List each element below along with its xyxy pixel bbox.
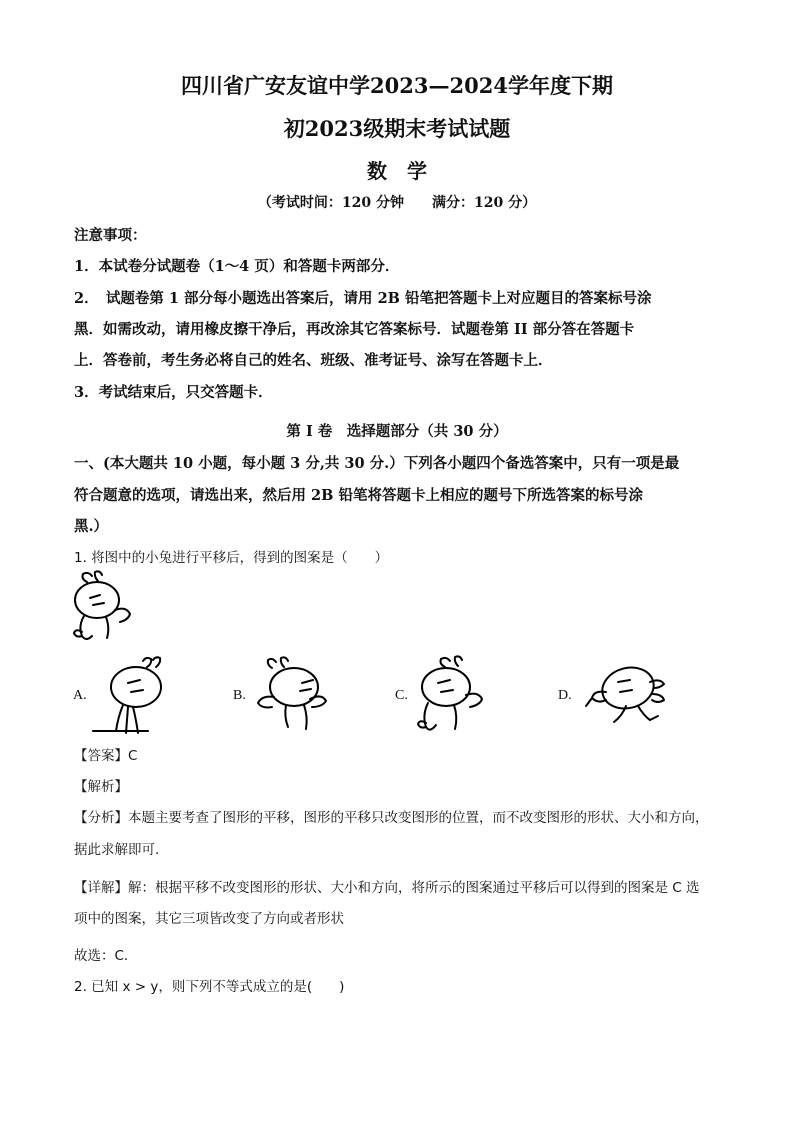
question-1-analysis-heading: 【解析】 bbox=[74, 779, 128, 795]
option-c-rabbit-figure bbox=[410, 655, 500, 737]
subject-title: 数 学 bbox=[367, 159, 427, 183]
section-title: 第 I 卷 选择题部分（共 30 分） bbox=[286, 423, 508, 440]
section-instructions-line-3: 黑.） bbox=[74, 518, 109, 535]
section-instructions-line-2: 符合题意的选项，请选出来，然后用 2B 铅笔将答题卡上相应的题号下所选答案的标号涂 bbox=[74, 487, 643, 504]
option-d-label: D. bbox=[558, 688, 572, 703]
section-instructions-line-1: 一、(本大题共 10 小题，每小题 3 分,共 30 分.）下列各小题四个备选答案中，只有一项是最 bbox=[74, 455, 680, 472]
rabbit-original-figure bbox=[70, 570, 160, 650]
exam-info: （考试时间：120 分钟 满分：120 分） bbox=[257, 195, 537, 211]
question-1-answer: 【答案】C bbox=[74, 748, 138, 764]
option-a-rabbit-figure bbox=[88, 655, 178, 737]
notice-heading: 注意事项： bbox=[74, 227, 147, 244]
document-title: 四川省广安友谊中学2023—2024学年度下期 bbox=[181, 73, 613, 98]
question-1-analysis-line-2: 据此求解即可． bbox=[74, 842, 169, 858]
option-a-label: A. bbox=[73, 688, 87, 703]
question-1-analysis-line-1: 【分析】本题主要考查了图形的平移，图形的平移只改变图形的位置，而不改变图形的形状、大小和方向， bbox=[74, 810, 709, 826]
question-1-detail-line-2: 项中的图案，其它三项皆改变了方向或者形状 bbox=[74, 911, 344, 927]
option-d-rabbit-figure bbox=[578, 650, 678, 736]
option-b-rabbit-figure bbox=[250, 655, 340, 737]
question-1-detail-line-1: 【详解】解：根据平移不改变图形的形状、大小和方向，将所示的图案通过平移后可以得到的图案是 C 选 bbox=[74, 880, 700, 896]
question-1-conclusion: 故选：C． bbox=[74, 948, 138, 964]
notice-item-1: 1．本试卷分试题卷（1～4 页）和答题卡两部分． bbox=[74, 258, 400, 275]
notice-item-2-line-1: 2． 试题卷第 1 部分每小题选出答案后，请用 2B 铅笔把答题卡上对应题目的答案标号涂 bbox=[74, 290, 652, 307]
notice-item-2-line-3: 上．答卷前，考生务必将自己的姓名、班级、准考证号、涂写在答题卡上． bbox=[74, 352, 553, 369]
option-b-label: B. bbox=[233, 688, 246, 703]
question-2-stem: 2. 已知 x > y，则下列不等式成立的是( ) bbox=[74, 979, 345, 995]
notice-item-2-line-2: 黑．如需改动，请用橡皮擦干净后，再改涂其它答案标号．试题卷第 II 部分答在答题卡 bbox=[74, 321, 635, 338]
option-c-label: C. bbox=[395, 688, 408, 703]
question-1-stem: 1. 将图中的小兔进行平移后，得到的图案是（ ） bbox=[74, 550, 389, 566]
document-subtitle: 初2023级期末考试试题 bbox=[283, 116, 511, 141]
notice-item-3: 3．考试结束后，只交答题卡． bbox=[74, 384, 273, 401]
